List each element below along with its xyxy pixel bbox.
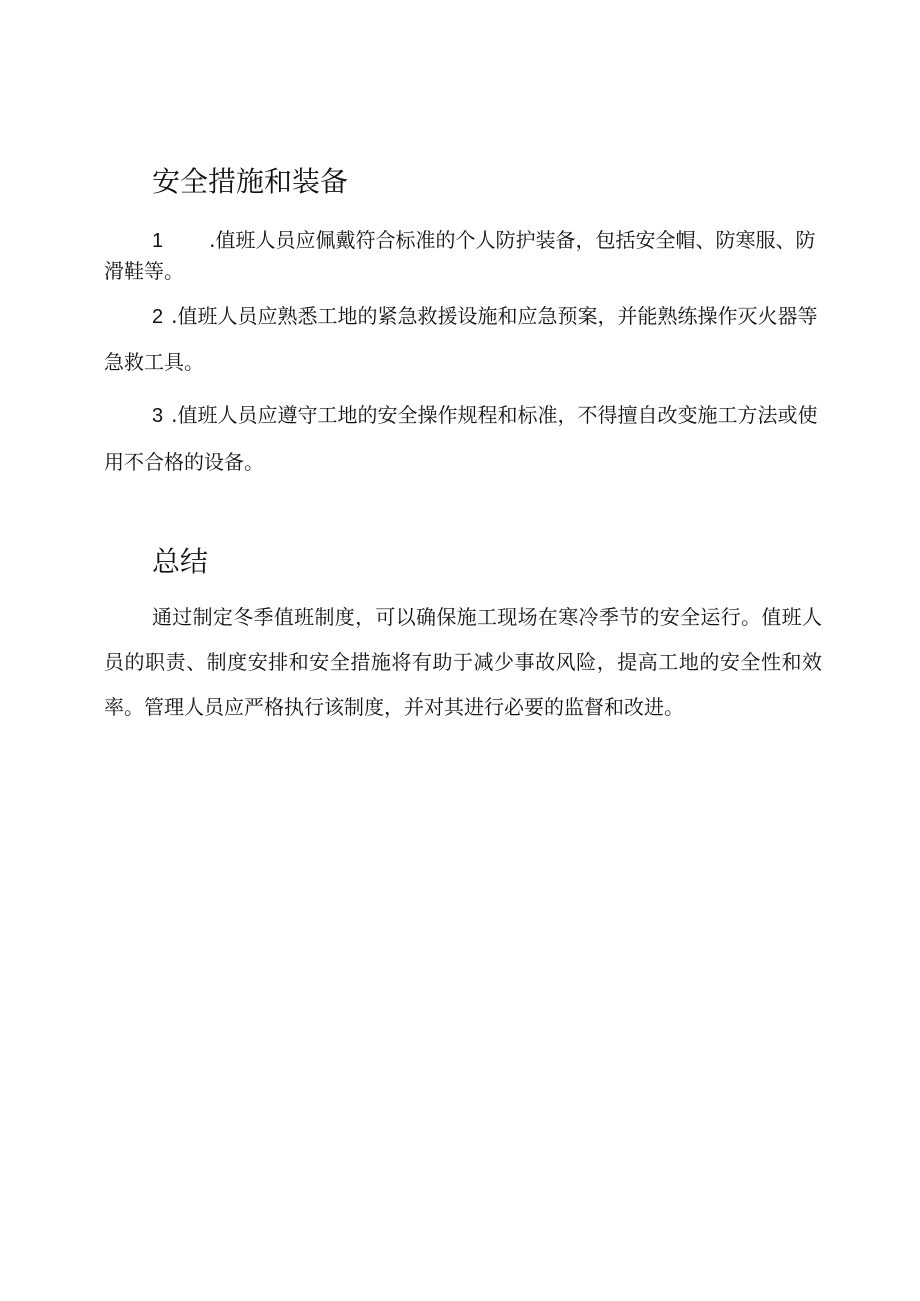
list-item-2 <box>104 294 820 385</box>
list-item-text: .值班人员应熟悉工地的紧急救援设施和应急预案，并能熟练操作灭火器等急救工具。 <box>104 304 818 374</box>
list-item-number: 1 <box>152 230 164 252</box>
list-item-text: .值班人员应遵守工地的安全操作规程和标准，不得擅自改变施工方法或使用不合格的设备。 <box>104 403 818 474</box>
section-heading-summary: 总结 <box>152 545 209 578</box>
list-item-1 <box>104 225 820 286</box>
list-item-text: .值班人员应佩戴符合标准的个人防护装备，包括安全帽、防寒服、防滑鞋等。 <box>104 228 816 283</box>
list-item-number: 3 <box>152 405 164 427</box>
section-heading-safety: 安全措施和装备 <box>152 165 349 198</box>
list-item-number: 2 <box>152 306 164 328</box>
list-item-3 <box>104 392 820 485</box>
summary-paragraph: 通过制定冬季值班制度，可以确保施工现场在寒冷季节的安全运行。值班人员的职责、制度安排和安全措施将有助于减少事故风险，提高工地的安全性和效率。管理人员应严格执行该制度，并对其进行必要的监督和改进。 <box>104 605 822 719</box>
